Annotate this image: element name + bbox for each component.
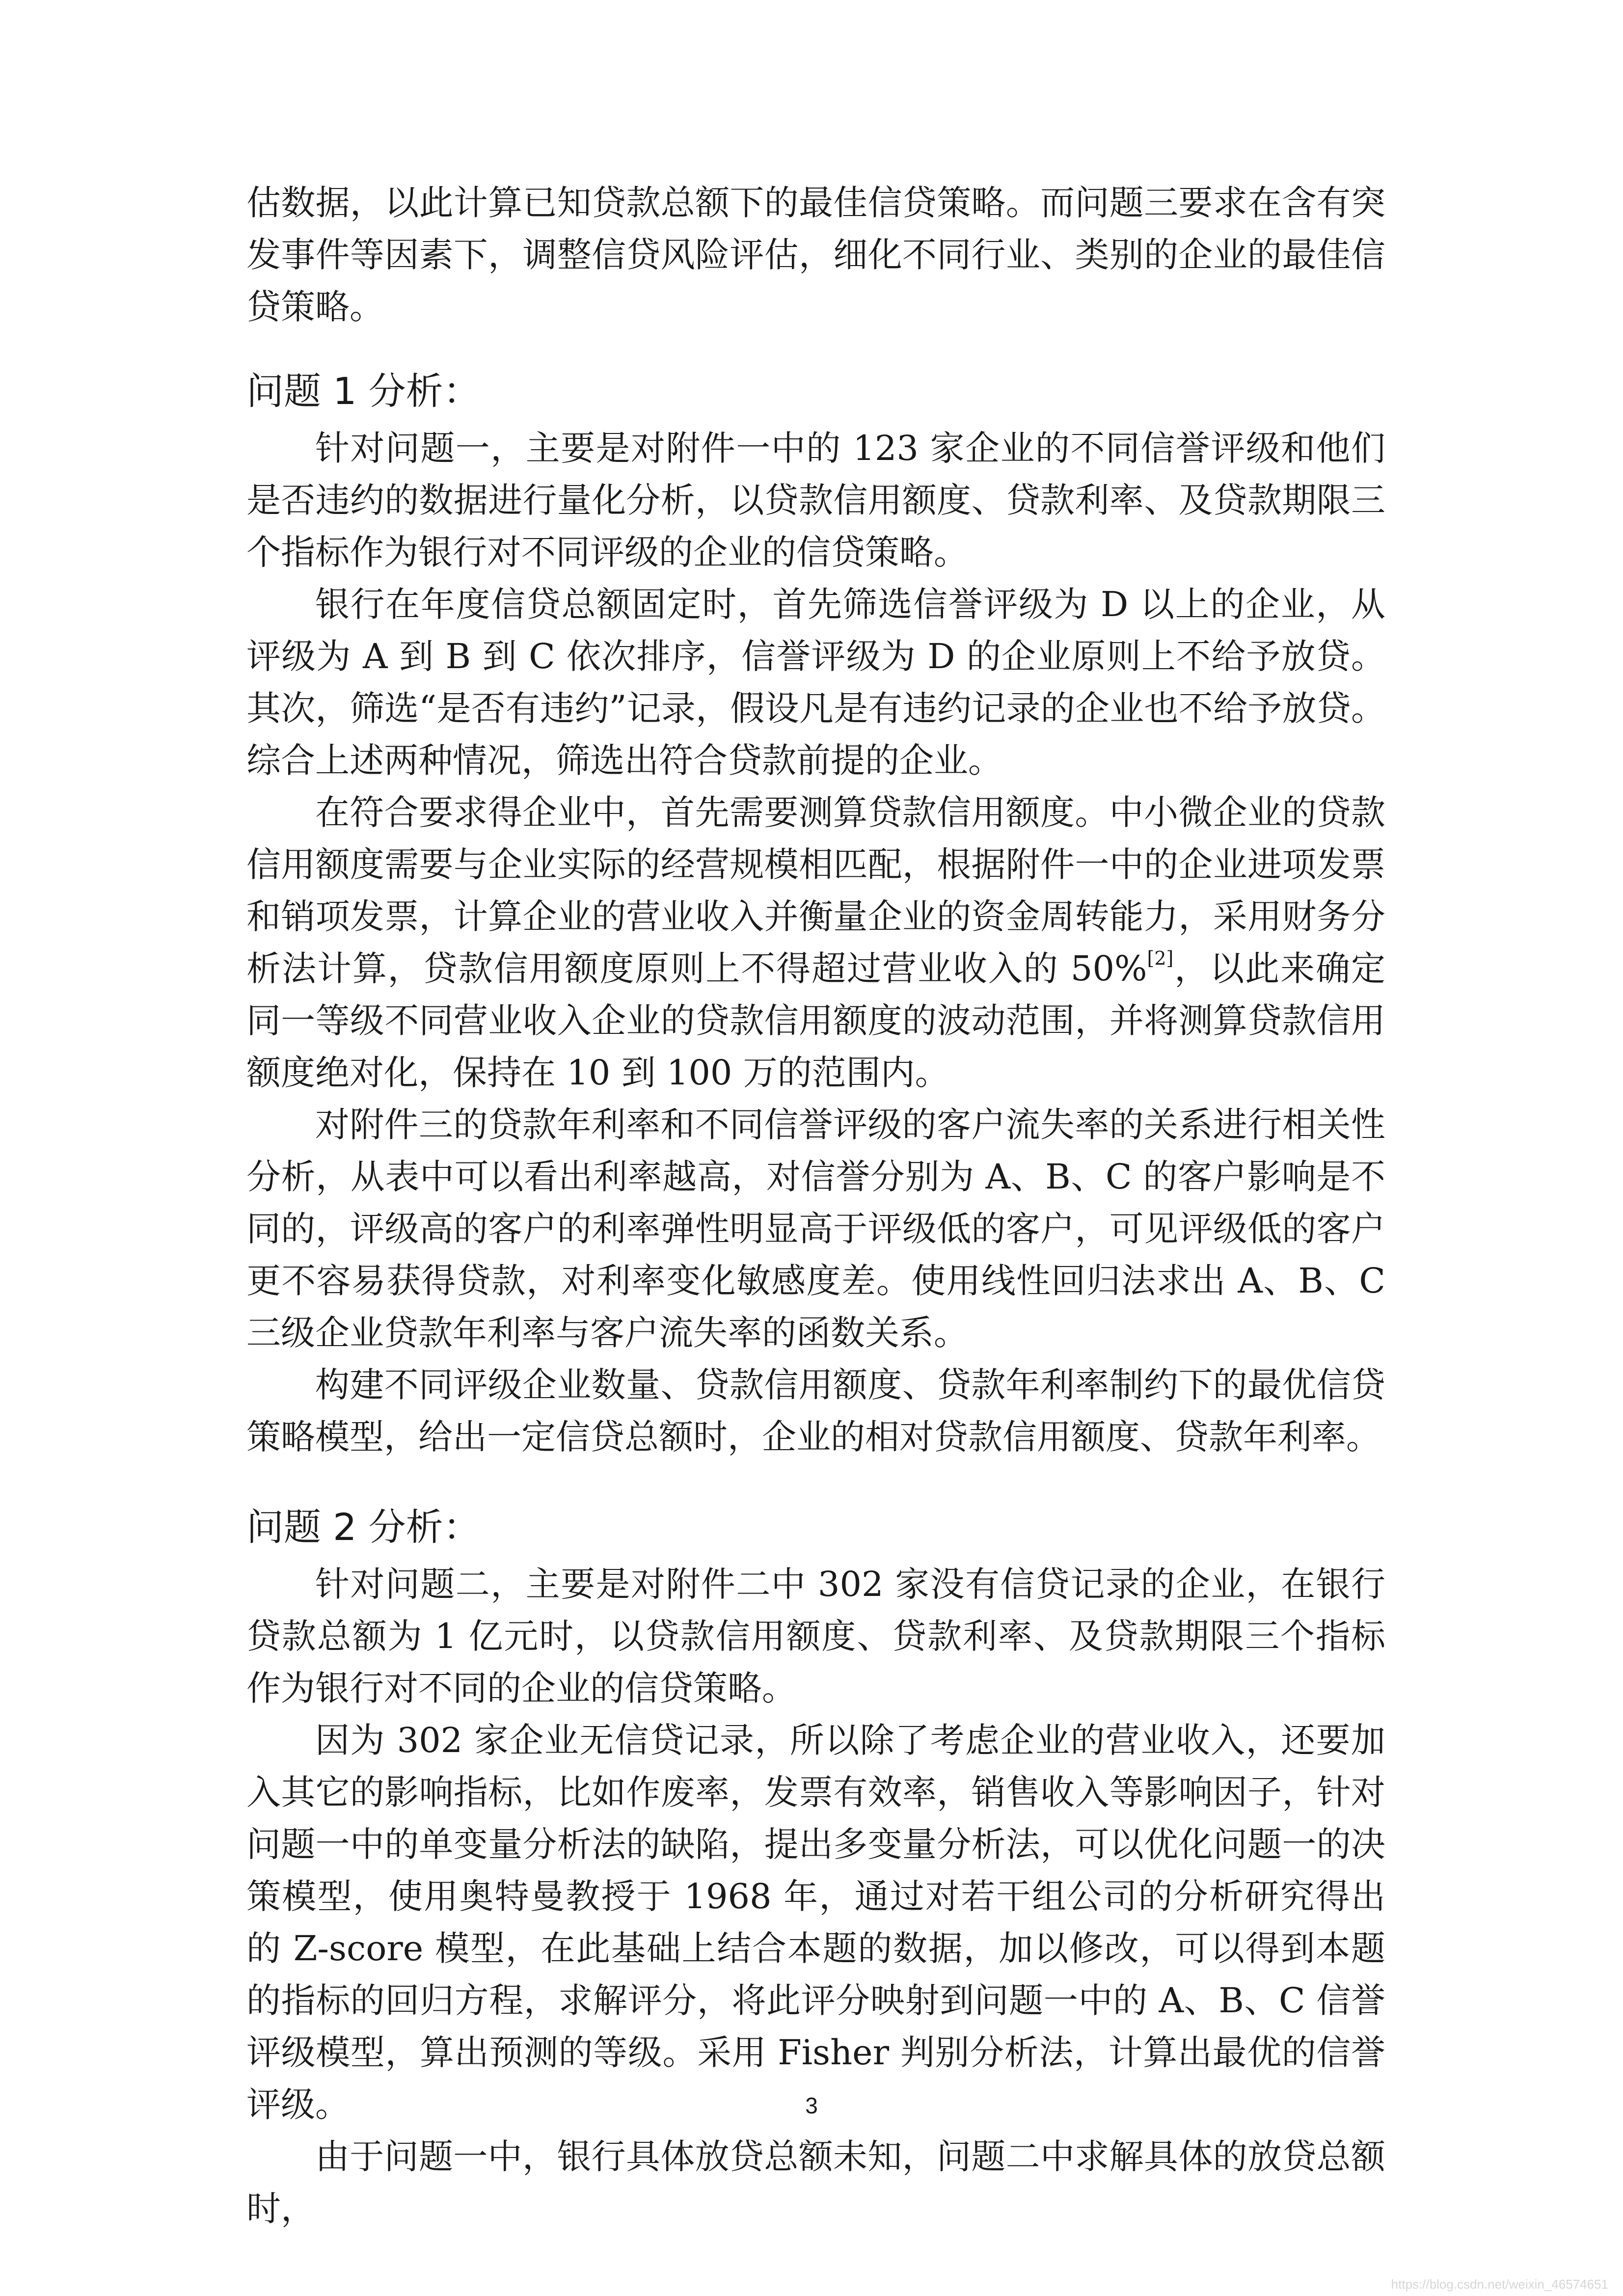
section-1-paragraph-5: 构建不同评级企业数量、贷款信用额度、贷款年利率制约下的最优信贷策略模型，给出一定信贷总额时，企业的相对贷款信用额度、贷款年利率。 <box>246 1365 1385 1457</box>
section-1-paragraph-1: 针对问题一，主要是对附件一中的 123 家企业的不同信誉评级和他们是否违约的数据进行量化分析，以贷款信用额度、贷款利率、及贷款期限三个指标作为银行对不同评级的企业的信贷策略。 <box>246 428 1385 572</box>
section-2-heading: 问题 2 分析： <box>246 1505 481 1549</box>
section-1-heading: 问题 1 分析： <box>246 369 481 413</box>
section-2-paragraph-3: 由于问题一中，银行具体放贷总额未知，问题二中求解具体的放贷总额时， <box>246 2136 1385 2229</box>
section-1-paragraph-2: 银行在年度信贷总额固定时，首先筛选信誉评级为 D 以上的企业，从评级为 A 到 B 到 C 依次排序，信誉评级为 D 的企业原则上不给予放贷。其次，筛选“是否有违约”记录，假设凡是有违约记录的企业也不给予放贷。综合上述两种情况，筛选出符合贷款前提的企业。 <box>246 584 1385 781</box>
citation-mark: [2] <box>1147 947 1174 969</box>
section-1-paragraph-4: 对附件三的贷款年利率和不同信誉评级的客户流失率的关系进行相关性分析，从表中可以看出利率越高，对信誉分别为 A、B、C 的客户影响是不同的，评级高的客户的利率弹性明显高于评级低的客户，可见评级低的客户更不容易获得贷款，对利率变化敏感度差。使用线性回归法求出 A、B、C 三级企业贷款年利率与客户流失率的函数关系。 <box>246 1105 1385 1353</box>
intro-paragraph: 估数据，以此计算已知贷款总额下的最佳信贷策略。而问题三要求在含有突发事件等因素下，调整信贷风险评估，细化不同行业、类别的企业的最佳信贷策略。 <box>246 183 1385 327</box>
page-number: 3 <box>805 2093 818 2118</box>
paragraph-text-after-citation: ，以此来确定同一等级不同营业收入企业的贷款信用额度的波动范围，并将测算贷款信用额度绝对化，保持在 10 到 100 万的范围内。 <box>246 948 1385 1093</box>
watermark: https://blog.csdn.net/weixin_46574651 <box>1391 2277 1608 2292</box>
paragraph-text-before-citation: 在符合要求得企业中，首先需要测算贷款信用额度。中小微企业的贷款信用额度需要与企业实际的经营规模相匹配，根据附件一中的企业进项发票和销项发票，计算企业的营业收入并衡量企业的资金周转能力，采用财务分析法计算，贷款信用额度原则上不得超过营业收入的 50% <box>246 792 1385 989</box>
section-1-paragraph-3 <box>246 786 1385 1099</box>
section-2-paragraph-2: 因为 302 家企业无信贷记录，所以除了考虑企业的营业收入，还要加入其它的影响指标，比如作废率，发票有效率，销售收入等影响因子，针对问题一中的单变量分析法的缺陷，提出多变量分析法，可以优化问题一的决策模型，使用奥特曼教授于 1968 年，通过对若干组公司的分析研究得出的 Z-score 模型，在此基础上结合本题的数据，加以修改，可以得到本题的指标的回归方程，求解评分，将此评分映射到问题一中的 A、B、C 信誉评级模型，算出预测的等级。采用 Fisher 判别分析法，计算出最优的信誉评级。 <box>246 1720 1385 2125</box>
page-content <box>246 177 1385 2235</box>
section-2-paragraph-1: 针对问题二，主要是对附件二中 302 家没有信贷记录的企业，在银行贷款总额为 1 亿元时，以贷款信用额度、贷款利率、及贷款期限三个指标作为银行对不同的企业的信贷策略。 <box>246 1564 1385 1708</box>
